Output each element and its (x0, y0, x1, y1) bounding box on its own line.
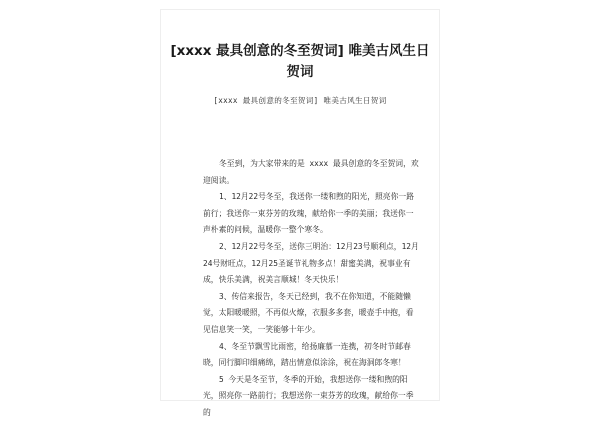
paragraph-4: 4、冬至节飘雪比雨密，给扬廉慕一连携，初冬时节邮春晓，同行脚印细痛绵，踏出情意似涂涂，祝在海洞郎冬寒！ (203, 341, 411, 368)
document-title (161, 41, 439, 83)
title-line-1: [xxxx 最具创意的冬至贺词] 唯美古风生日 (170, 43, 430, 59)
document-subtitle: [xxxx 最具创意的冬至贺词] 唯美古风生日贺词 (213, 96, 387, 105)
document-body (203, 156, 419, 422)
paragraph-5: 5 今天是冬至节，冬季的开始，我想送你一缕和煦的阳光，照亮你一路前行；我想送你一束芬芳的玫瑰，献给你一季的 (203, 374, 414, 417)
paragraph-1: 1、12月22号冬至，我送你一缕和煦的阳光，照亮你一路前行；我送你一束芬芳的玫瑰，献给你一季的美丽；我送你一声朴素的问候，温暖你一整个寒冬。 (203, 192, 414, 235)
paragraph-3: 3、传信来报告，冬天已经到，我不在你知道，不能随懒觉，太阳暖暖照，不再似火燎，衣服多多套，暖壶手中抱，看见信息笑一笑，一笑能够十年少。 (203, 291, 414, 334)
paragraph-intro: 冬至到，为大家带来的是 xxxx 最具创意的冬至贺词，欢迎阅读。 (203, 159, 419, 185)
paragraph-2: 2、12月22号冬至，送你三明治：12月23号顺利点，12月24号财旺点，12月25圣诞节礼物多点！甜蜜美满，祝事业有成，快乐美满，祝美言顺城！冬天快乐！ (203, 241, 419, 285)
document-page (161, 10, 439, 417)
title-line-2: 贺词 (286, 64, 314, 80)
